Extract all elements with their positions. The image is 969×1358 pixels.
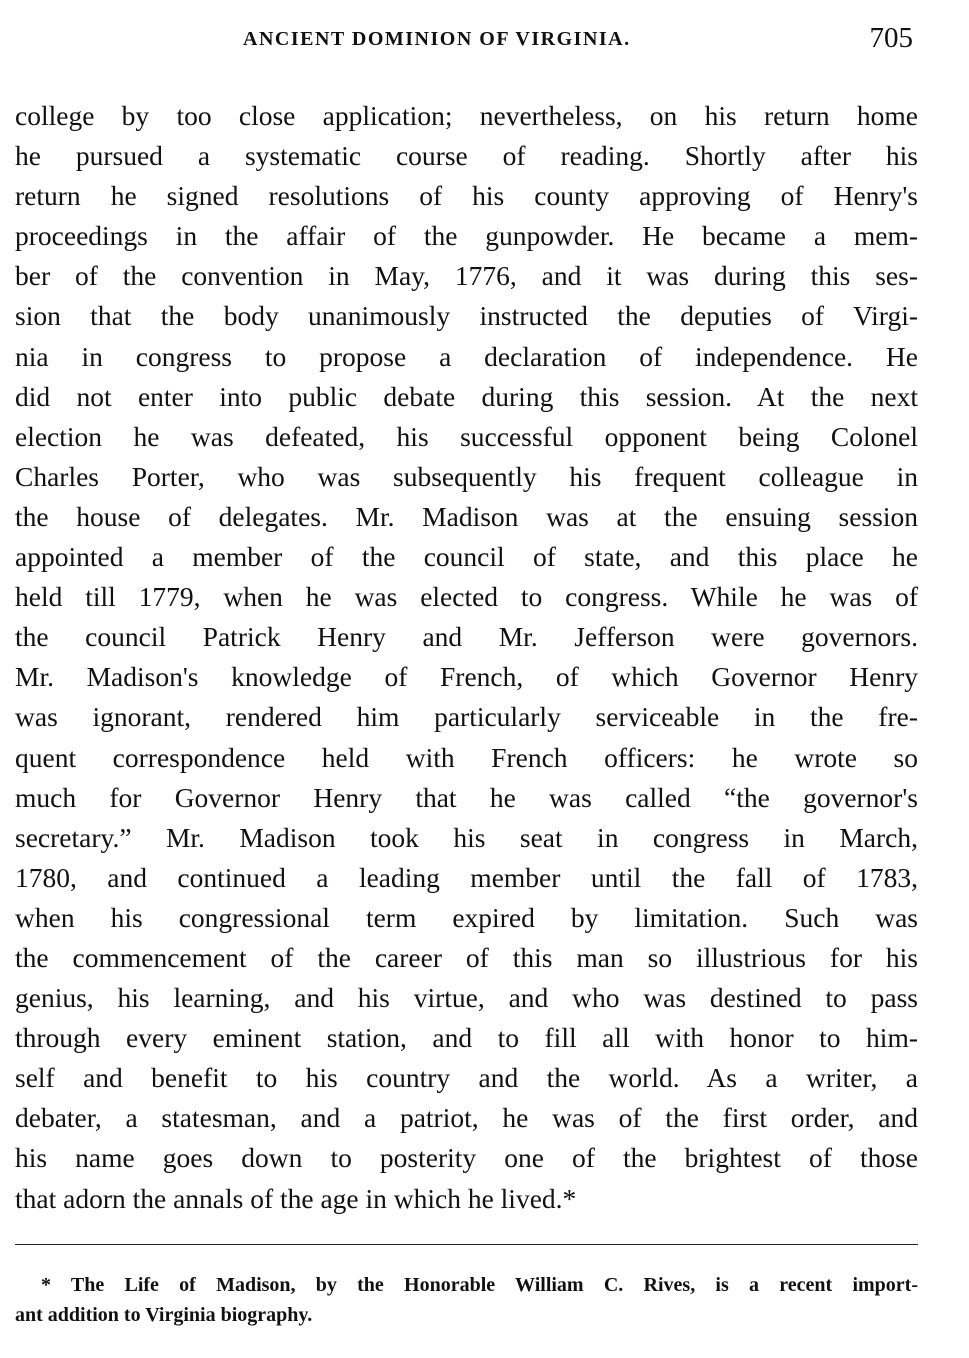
footnote-line: ant addition to Virginia biography. bbox=[15, 1304, 313, 1326]
text-line: through every eminent station, and to fill all with honor to him- bbox=[15, 1022, 918, 1054]
text-line: much for Governor Henry that he was called “the governor's bbox=[15, 781, 918, 813]
text-line: return he signed resolutions of his county approving of Henry's bbox=[15, 180, 918, 212]
text-line: election he was defeated, his successful opponent being Colonel bbox=[15, 420, 918, 452]
footnote-line: * The Life of Madison, by the Honorable William C. Rives, is a recent import- bbox=[41, 1274, 918, 1296]
body-paragraph bbox=[15, 96, 918, 1219]
text-line: the house of delegates. Mr. Madison was at the ensuing session bbox=[15, 500, 918, 532]
text-line: the commencement of the career of this man so illustrious for his bbox=[15, 941, 918, 973]
text-line: sion that the body unanimously instructed the deputies of Virgi- bbox=[15, 300, 918, 332]
text-line: the council Patrick Henry and Mr. Jefferson were governors. bbox=[15, 621, 918, 653]
text-line: appointed a member of the council of state, and this place he bbox=[15, 541, 918, 573]
text-line: was ignorant, rendered him particularly serviceable in the fre- bbox=[15, 701, 918, 733]
text-line: Mr. Madison's knowledge of French, of which Governor Henry bbox=[15, 661, 918, 693]
text-line: college by too close application; nevertheless, on his return home bbox=[15, 100, 918, 131]
text-line: self and benefit to his country and the world. As a writer, a bbox=[15, 1062, 918, 1094]
text-line: quent correspondence held with French officers: he wrote so bbox=[15, 741, 918, 773]
text-line: when his congressional term expired by limitation. Such was bbox=[15, 901, 918, 933]
text-line: nia in congress to propose a declaration of independence. He bbox=[15, 340, 918, 372]
text-line: genius, his learning, and his virtue, and who was destined to pass bbox=[15, 982, 918, 1014]
footnote-divider bbox=[15, 1244, 918, 1245]
text-line: his name goes down to posterity one of the brightest of those bbox=[15, 1142, 918, 1174]
text-line: Charles Porter, who was subsequently his frequent colleague in bbox=[15, 460, 918, 492]
text-line: secretary.” Mr. Madison took his seat in congress in March, bbox=[15, 821, 918, 853]
text-line: 1780, and continued a leading member until the fall of 1783, bbox=[15, 861, 918, 893]
text-line: proceedings in the affair of the gunpowder. He became a mem- bbox=[15, 220, 918, 252]
running-title: ANCIENT DOMINION OF VIRGINIA. bbox=[243, 28, 631, 50]
text-line: held till 1779, when he was elected to congress. While he was of bbox=[15, 581, 918, 613]
text-line: ber of the convention in May, 1776, and it was during this ses- bbox=[15, 260, 918, 292]
text-line: debater, a statesman, and a patriot, he was of the first order, and bbox=[15, 1102, 918, 1134]
text-line: he pursued a systematic course of reading. Shortly after his bbox=[15, 140, 918, 172]
footnote bbox=[15, 1270, 918, 1330]
page-header bbox=[15, 22, 913, 58]
text-line: that adorn the annals of the age in which he lived.* bbox=[15, 1182, 577, 1214]
text-line: did not enter into public debate during this session. At the next bbox=[15, 380, 918, 412]
page-number: 705 bbox=[869, 22, 913, 54]
